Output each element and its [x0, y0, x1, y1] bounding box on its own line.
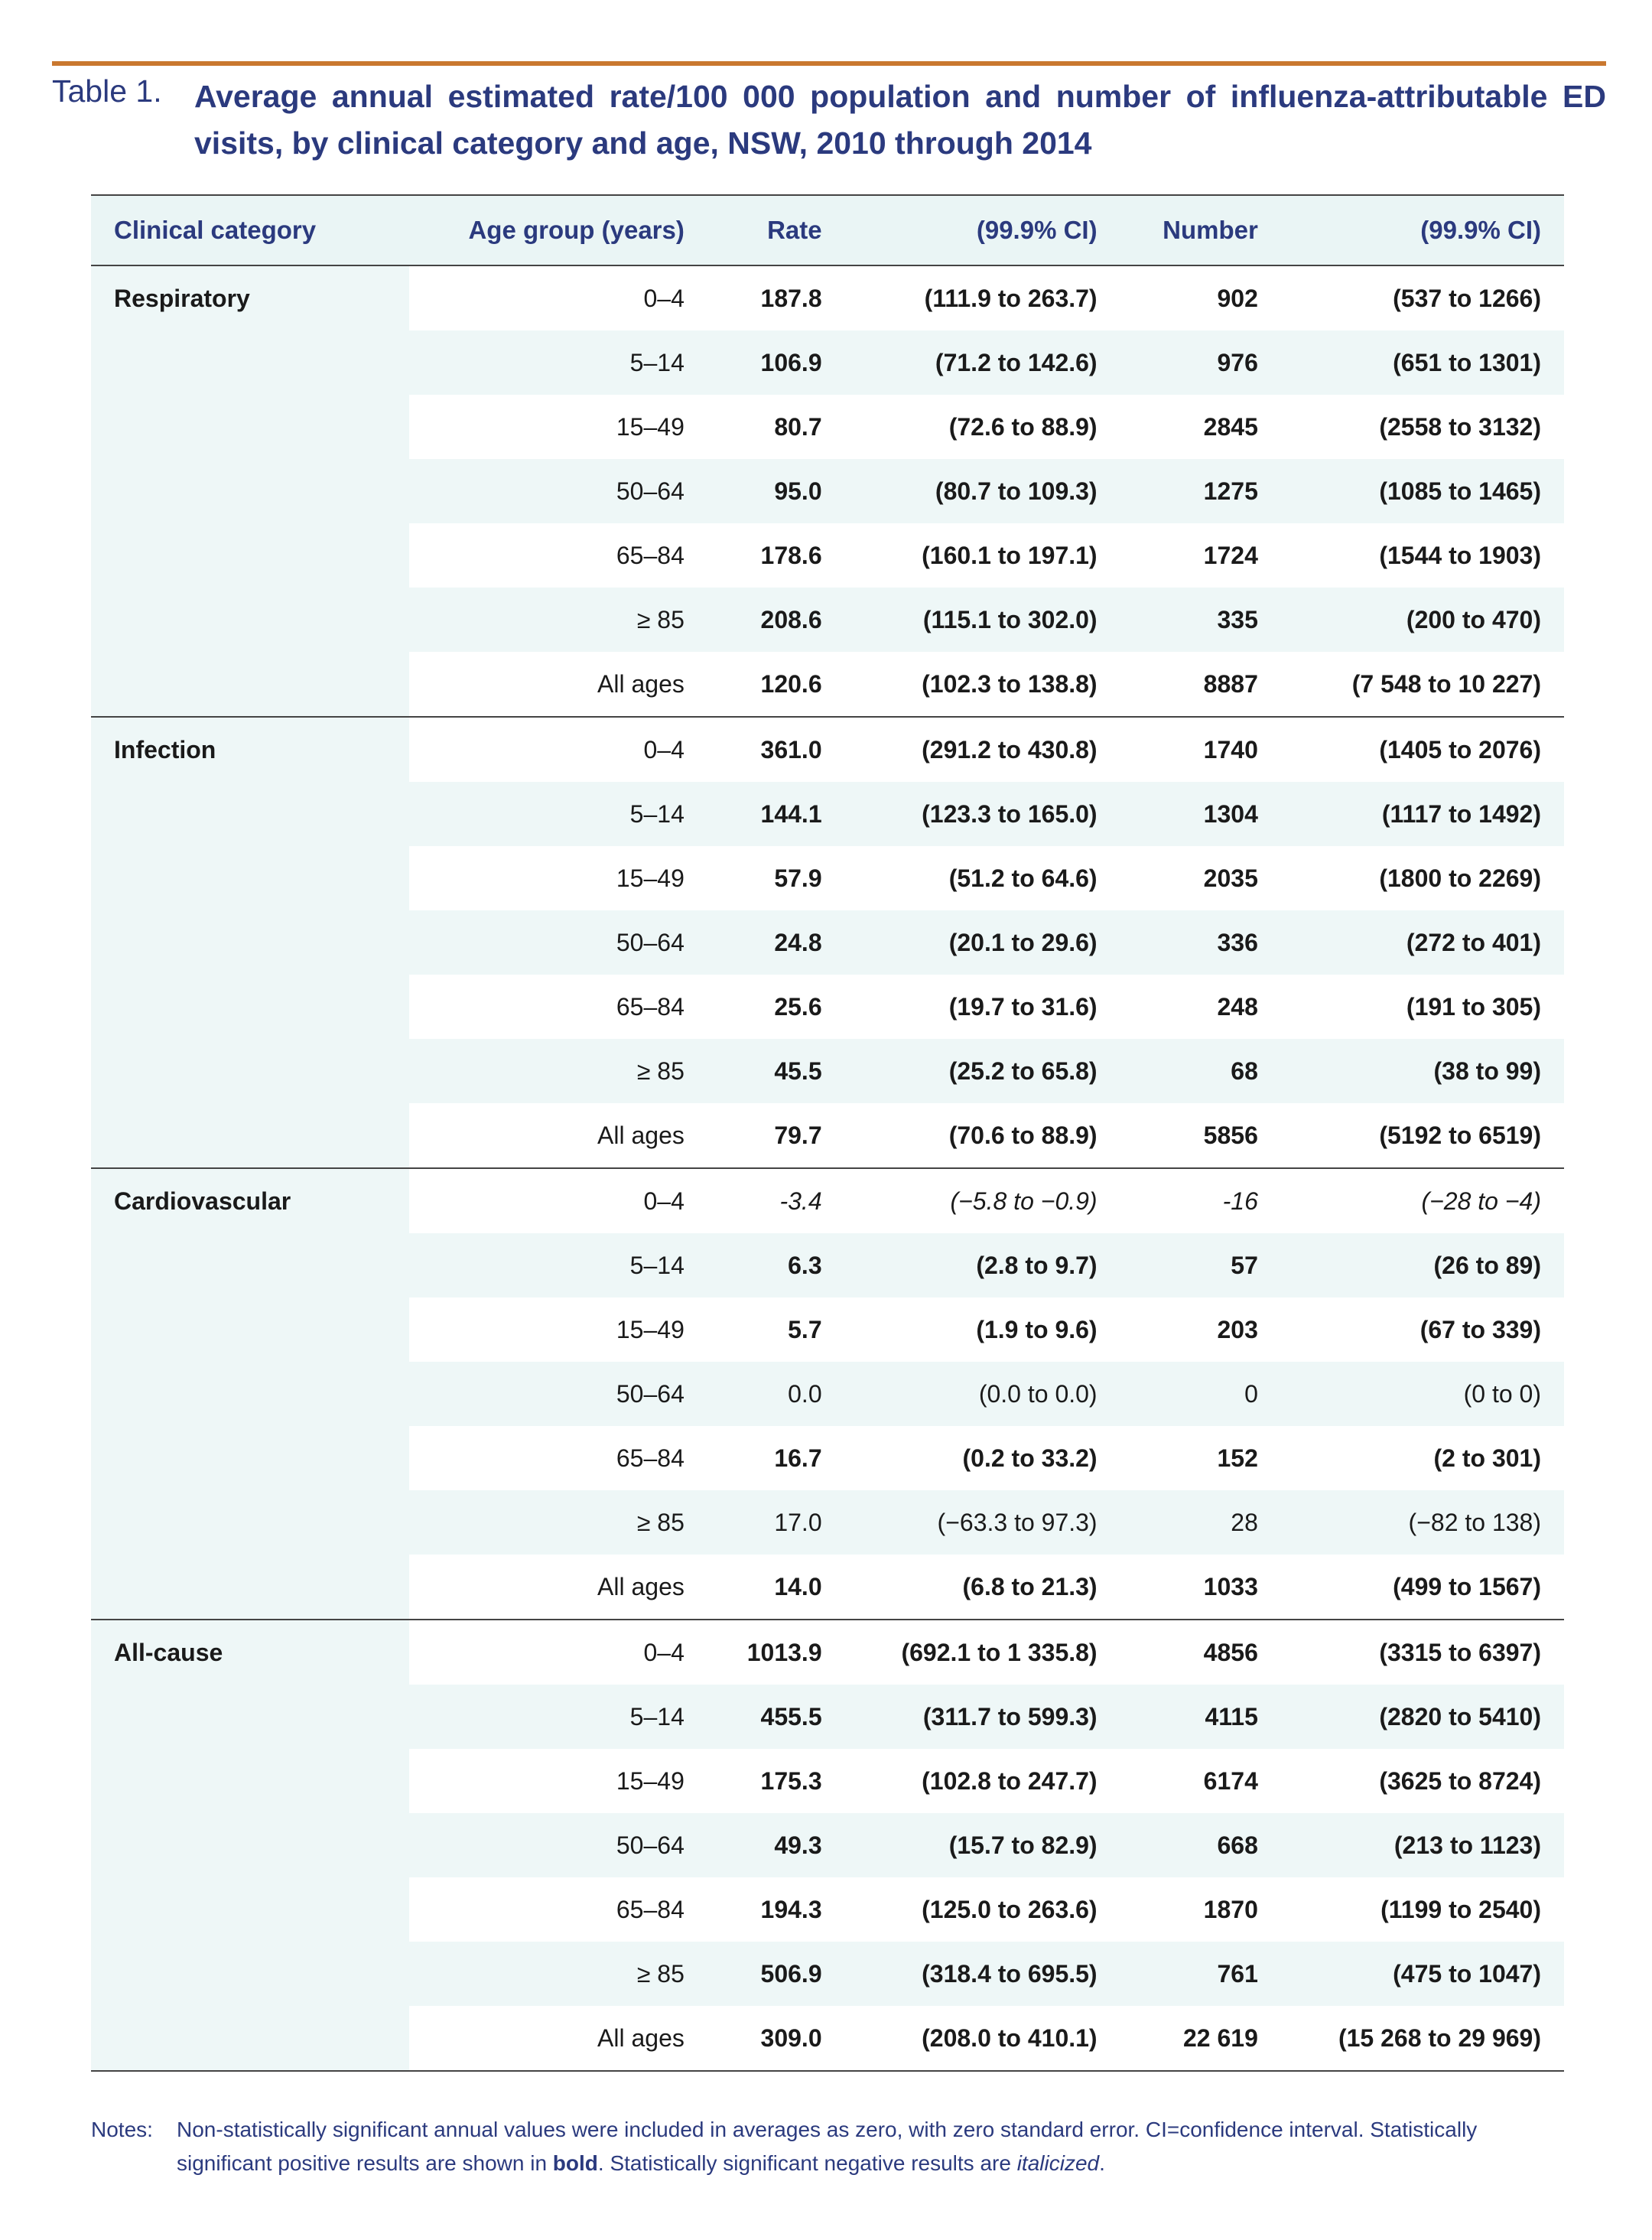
cell-rate: 175.3 [760, 1766, 822, 1795]
cell-number-ci: (213 to 1123) [1281, 1813, 1564, 1877]
cell-rate-ci: (72.6 to 88.9) [948, 412, 1098, 441]
cell-rate: 45.5 [707, 1039, 845, 1103]
notes-label: Notes: [91, 2118, 153, 2141]
table-row [91, 1168, 1564, 1233]
cell-rate: 0.0 [707, 1362, 845, 1426]
cell-rate: 178.6 [760, 541, 822, 569]
cell-rate: 144.1 [707, 782, 845, 846]
cell-number-ci: (191 to 305) [1406, 992, 1541, 1021]
cell-rate-ci: (692.1 to 1 335.8) [845, 1620, 1120, 1685]
cell-rate: -3.4 [707, 1168, 845, 1233]
cell-number: 976 [1120, 330, 1281, 395]
cell-rate: 455.5 [707, 1685, 845, 1749]
notes-text [177, 2113, 1564, 2180]
cell-number: 5856 [1203, 1121, 1258, 1149]
cell-number-ci: (1405 to 2076) [1281, 717, 1564, 782]
cell-rate-ci: (102.8 to 247.7) [922, 1766, 1098, 1795]
table-body [91, 265, 1564, 2071]
cell-rate: 57.9 [774, 864, 822, 892]
cell-age-group: 0–4 [409, 1620, 707, 1685]
cell-number-ci: (15 268 to 29 969) [1338, 2023, 1541, 2052]
cell-number: 4115 [1120, 1685, 1281, 1749]
cell-rate-ci: (70.6 to 88.9) [948, 1121, 1098, 1149]
cell-number: 336 [1120, 910, 1281, 975]
top-accent-rule [52, 61, 1606, 66]
cell-number-ci: (200 to 470) [1281, 588, 1564, 652]
table-row [91, 1620, 1564, 1685]
cell-age-group: 0–4 [409, 717, 707, 782]
cell-number: 248 [1217, 992, 1258, 1021]
cell-rate-ci: (0.2 to 33.2) [962, 1444, 1098, 1472]
cell-rate-ci: (123.3 to 165.0) [845, 782, 1120, 846]
cell-age-group: 0–4 [643, 284, 685, 312]
cell-age-group: ≥ 85 [409, 1490, 707, 1555]
col-header-age: Age group (years) [409, 195, 707, 265]
cell-rate-ci: (25.2 to 65.8) [845, 1039, 1120, 1103]
cell-age-group: ≥ 85 [409, 588, 707, 652]
cell-rate-ci: (−5.8 to −0.9) [845, 1168, 1120, 1233]
cell-number: 2035 [1203, 864, 1258, 892]
cell-age-group: All ages [597, 2023, 685, 2052]
cell-number: 1870 [1203, 1895, 1258, 1923]
cell-rate-ci: (160.1 to 197.1) [922, 541, 1098, 569]
cell-number-ci: (7 548 to 10 227) [1351, 669, 1541, 698]
cell-rate: 25.6 [774, 992, 822, 1021]
cell-number: 1724 [1203, 541, 1258, 569]
cell-age-group: 5–14 [409, 330, 707, 395]
cell-number: 28 [1120, 1490, 1281, 1555]
cell-number: 152 [1217, 1444, 1258, 1472]
cell-rate: 361.0 [707, 717, 845, 782]
cell-age-group: 50–64 [409, 1362, 707, 1426]
cell-number-ci: (3625 to 8724) [1379, 1766, 1541, 1795]
col-header-rate-ci: (99.9% CI) [845, 195, 1120, 265]
cell-age-group: 50–64 [409, 459, 707, 523]
cell-rate-ci: (−63.3 to 97.3) [845, 1490, 1120, 1555]
cell-number: 668 [1120, 1813, 1281, 1877]
cell-rate-ci: (71.2 to 142.6) [845, 330, 1120, 395]
cell-rate: 309.0 [760, 2023, 822, 2052]
cell-number: 1740 [1120, 717, 1281, 782]
cell-number-ci: (38 to 99) [1281, 1039, 1564, 1103]
cell-age-group: 65–84 [616, 992, 685, 1021]
cell-number-ci: (2558 to 3132) [1379, 412, 1541, 441]
cell-number-ci: (651 to 1301) [1281, 330, 1564, 395]
cell-number: 68 [1120, 1039, 1281, 1103]
cell-age-group: 50–64 [409, 1813, 707, 1877]
cell-rate: 120.6 [760, 669, 822, 698]
col-header-number-ci: (99.9% CI) [1281, 195, 1564, 265]
cell-rate: 187.8 [760, 284, 822, 312]
cell-number-ci: (2 to 301) [1433, 1444, 1541, 1472]
cell-rate-ci: (51.2 to 64.6) [948, 864, 1098, 892]
table-title: Average annual estimated rate/100 000 population and number of influenza-attributable ED visits, by clinical category and age, NSW, 2010 through 2014 [194, 79, 1606, 161]
cell-age-group: 15–49 [616, 1315, 685, 1343]
cell-rate: 49.3 [707, 1813, 845, 1877]
cell-rate: 106.9 [707, 330, 845, 395]
cell-rate: 6.3 [707, 1233, 845, 1297]
cell-age-group: 65–84 [616, 1895, 685, 1923]
cell-number-ci: (475 to 1047) [1281, 1942, 1564, 2006]
cell-age-group: 15–49 [616, 864, 685, 892]
cell-age-group: 15–49 [616, 1766, 685, 1795]
cell-rate-ci: (111.9 to 263.7) [924, 284, 1098, 312]
cell-age-group: 15–49 [616, 412, 685, 441]
cell-number: 335 [1120, 588, 1281, 652]
cell-rate: 80.7 [774, 412, 822, 441]
table-number-label: Table 1. [52, 73, 162, 109]
cell-number-ci: (5192 to 6519) [1379, 1121, 1541, 1149]
cell-rate-ci: (318.4 to 695.5) [845, 1942, 1120, 2006]
cell-number: 6174 [1203, 1766, 1258, 1795]
cell-number-ci: (−28 to −4) [1281, 1168, 1564, 1233]
notes-text-part-1: Non-statistically significant annual values were included in averages as zero, with zero standard error. CI=confidence interval. Statistically significant positive results are shown in [177, 2118, 1478, 2175]
cell-rate: 24.8 [707, 910, 845, 975]
cell-number-ci: (537 to 1266) [1393, 284, 1541, 312]
cell-age-group: All ages [597, 1121, 685, 1149]
cell-rate-ci: (2.8 to 9.7) [845, 1233, 1120, 1297]
cell-number-ci: (272 to 401) [1281, 910, 1564, 975]
col-header-number: Number [1120, 195, 1281, 265]
notes-text-part-2: . Statistically significant negative results are [597, 2151, 1017, 2175]
cell-number-ci: (1085 to 1465) [1281, 459, 1564, 523]
cell-rate-ci: (311.7 to 599.3) [845, 1685, 1120, 1749]
cell-rate: 506.9 [707, 1942, 845, 2006]
cell-age-group: 65–84 [616, 541, 685, 569]
cell-number: 8887 [1203, 669, 1258, 698]
cell-rate: 14.0 [774, 1572, 822, 1600]
notes-text-part-3: . [1099, 2151, 1105, 2175]
cell-age-group: 50–64 [409, 910, 707, 975]
cell-rate: 5.7 [788, 1315, 822, 1343]
cell-number: 1033 [1203, 1572, 1258, 1600]
table-row [91, 717, 1564, 782]
data-table [91, 194, 1564, 2072]
cell-rate-ci: (291.2 to 430.8) [845, 717, 1120, 782]
cell-number: 22 619 [1182, 2023, 1258, 2052]
cell-number: 1304 [1120, 782, 1281, 846]
header-row [91, 195, 1564, 265]
cell-age-group: 5–14 [409, 1685, 707, 1749]
cell-age-group: 65–84 [616, 1444, 685, 1472]
cell-rate-ci: (0.0 to 0.0) [845, 1362, 1120, 1426]
cell-clinical-category: Cardiovascular [91, 1168, 409, 1620]
cell-number-ci: (67 to 339) [1419, 1315, 1541, 1343]
cell-number-ci: (3315 to 6397) [1281, 1620, 1564, 1685]
cell-clinical-category: Infection [91, 717, 409, 1168]
cell-rate: 16.7 [774, 1444, 822, 1472]
notes-bold-word: bold [552, 2151, 598, 2175]
cell-number: 57 [1120, 1233, 1281, 1297]
cell-clinical-category: Respiratory [91, 265, 409, 717]
col-header-rate: Rate [707, 195, 845, 265]
cell-number: 902 [1217, 284, 1258, 312]
cell-rate: 194.3 [760, 1895, 822, 1923]
cell-rate: 17.0 [707, 1490, 845, 1555]
cell-rate-ci: (102.3 to 138.8) [922, 669, 1098, 698]
cell-number: 761 [1120, 1942, 1281, 2006]
cell-rate-ci: (80.7 to 109.3) [845, 459, 1120, 523]
notes-italic-word: italicized [1016, 2151, 1100, 2175]
cell-number-ci: (1544 to 1903) [1379, 541, 1541, 569]
cell-age-group: ≥ 85 [409, 1942, 707, 2006]
cell-age-group: 0–4 [409, 1168, 707, 1233]
cell-number-ci: (1117 to 1492) [1281, 782, 1564, 846]
cell-number-ci: (0 to 0) [1281, 1362, 1564, 1426]
col-header-category: Clinical category [91, 195, 409, 265]
cell-number-ci: (26 to 89) [1281, 1233, 1564, 1297]
table-row [91, 265, 1564, 330]
cell-rate-ci: (1.9 to 9.6) [976, 1315, 1098, 1343]
cell-clinical-category: All-cause [91, 1620, 409, 2071]
cell-age-group: All ages [597, 669, 685, 698]
cell-number: 2845 [1203, 412, 1258, 441]
cell-number: 0 [1120, 1362, 1281, 1426]
cell-rate-ci: (208.0 to 410.1) [922, 2023, 1098, 2052]
cell-number: 1275 [1120, 459, 1281, 523]
cell-number-ci: (499 to 1567) [1393, 1572, 1541, 1600]
cell-number-ci: (2820 to 5410) [1281, 1685, 1564, 1749]
cell-rate-ci: (125.0 to 263.6) [922, 1895, 1098, 1923]
cell-number-ci: (1800 to 2269) [1379, 864, 1541, 892]
cell-rate-ci: (20.1 to 29.6) [845, 910, 1120, 975]
cell-number: 4856 [1120, 1620, 1281, 1685]
cell-age-group: 5–14 [409, 782, 707, 846]
cell-rate-ci: (19.7 to 31.6) [948, 992, 1098, 1021]
cell-rate: 208.6 [707, 588, 845, 652]
cell-rate: 79.7 [774, 1121, 822, 1149]
cell-age-group: ≥ 85 [409, 1039, 707, 1103]
cell-number-ci: (1199 to 2540) [1380, 1895, 1541, 1923]
cell-number: -16 [1120, 1168, 1281, 1233]
cell-rate-ci: (115.1 to 302.0) [845, 588, 1120, 652]
cell-rate: 95.0 [707, 459, 845, 523]
cell-number: 203 [1217, 1315, 1258, 1343]
cell-rate-ci: (6.8 to 21.3) [962, 1572, 1098, 1600]
cell-rate: 1013.9 [707, 1620, 845, 1685]
cell-number-ci: (−82 to 138) [1281, 1490, 1564, 1555]
cell-age-group: 5–14 [409, 1233, 707, 1297]
cell-age-group: All ages [597, 1572, 685, 1600]
cell-rate-ci: (15.7 to 82.9) [845, 1813, 1120, 1877]
